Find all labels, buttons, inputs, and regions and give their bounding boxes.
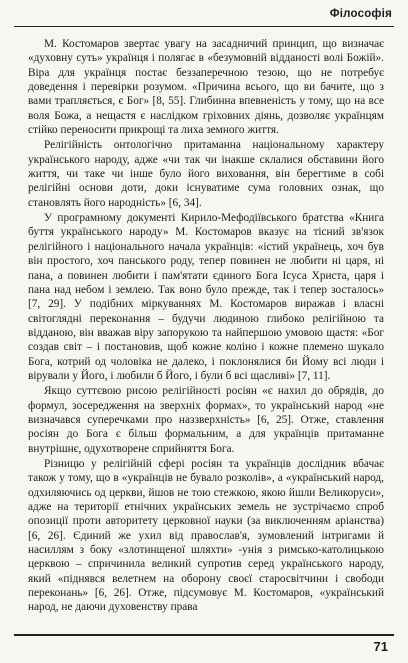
paragraph: Різницю у релігійній сфері росіян та українців дослідник вбачає також у тому, що в «українців не бувало розколів», а «український народ, одхиляючись од церкви, йшов не тою стежкою, якою йшли Великоруси», адже на території етнічних українських земель не зустрічаємо спроб опозиції проти авторитету церковної науки (за виключенням аріанства) [6, 26]. Єдиний же ухил від православ'я, зумовлений інтригами й насиллям з боку «злотинщеної шляхти» -унія з римсько-католицькою церквою – спричинила великий супротив серед українського народу, який «піднявся велетнем на оборону своєї старосвітчини і свободи переконань» [6, 26]. Отже, підсумовує М. Костомаров, «український народ, не даючи духовенству права: [28, 457, 384, 614]
article-body: [28, 37, 384, 616]
running-header: [14, 6, 394, 27]
section-title: Філософія: [329, 8, 392, 20]
paragraph: Якщо суттєвою рисою релігійності росіян «є нахил до обрядів, до формул, зосередження на зверхніх формах», то український народ «не визначався суперечками про наззверхність» [6, 25]. Отже, ставлення росіян до Бога є більш формальним, а для українців притаманне внутрішнє, одухотворене сприйняття Бога.: [28, 385, 384, 455]
page-number: 71: [373, 639, 388, 654]
page-footer: [14, 634, 394, 656]
paragraph: Релігійність онтологічно притаманна національному характеру українського народу, адже «чи так чи інакше склалися обставини його життя, чи таке чи інше було його виховання, він берегтиме в собі релігійні основи доти, доки існуватиме сума головних ознак, що становлять його народність» [6, 34].: [28, 139, 384, 209]
paragraph: М. Костомаров звертає увагу на засадничий принцип, що визначає «духовну суть» українця і полягає в «безумовній відданості волі Божій». Віра для українця постає беззаперечною тезою, що не потребує доведення і перевірки розумом. «Причина всього, що ви бачите, що з вами трапляється, є Бог» [8, 55]. Глибинна впевненість у тому, що на все воля Божа, а нещастя є наслідком гріховних діянь, дозволяє українцям стійко переносити прикрощі та лиха земного життя.: [28, 38, 384, 137]
paragraph: У програмному документі Кирило-Мефодіївського братства «Книга буття українського народу» М. Костомаров вказує на тісний зв'язок релігійного і національного начала українців: «істий українець, хоч був він простого, хоч панського роду, тепер повинен не любити ні царя, ні пана, а повинен любити і пам'ятати єдиного Бога Ісуса Христа, царя і пана над небом і землею. Так воно було прежде, так і тепер зосталось» [7, 29]. У подібних міркуваннях М. Костомаров виражав і власні світоглядні переконання – будучи людиною глибоко релігійною та відданою, він вважав віру запорукою та найпершою умовою щастя: «Бог создав світ – і постановив, щоб кожне коліно і кожне племено шукало Бога, котрий од чоловіка не далеко, і поклонялися би Йому всі люди і вірували у Його, і любили б Його, і були б всі щасливі» [7, 11].: [28, 212, 384, 382]
